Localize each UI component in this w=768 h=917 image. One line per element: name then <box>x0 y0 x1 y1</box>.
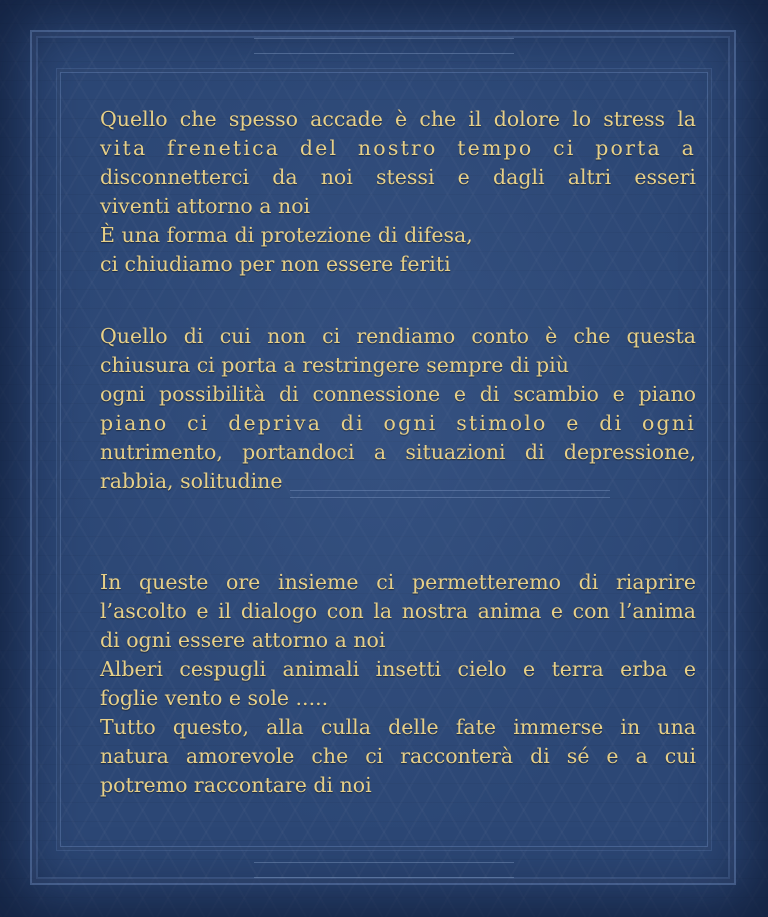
text-line: Tutto questo, alla culla delle fate immerse in una <box>100 715 696 739</box>
text-line: vita frenetica del nostro tempo ci porta a <box>100 136 696 160</box>
text-line: viventi attorno a noi <box>100 194 311 218</box>
text-line: rabbia, solitudine <box>100 469 283 493</box>
text-line: foglie vento e sole ..... <box>100 686 329 710</box>
text-line: di ogni essere attorno a noi <box>100 628 386 652</box>
text-line: ci chiudiamo per non essere feriti <box>100 252 451 276</box>
text-line: l’ascolto e il dialogo con la nostra anima e con l’anima <box>100 599 696 623</box>
text-line: In queste ore insieme ci permetteremo di riaprire <box>100 570 696 594</box>
top-ornament <box>254 38 514 54</box>
text-line: chiusura ci porta a restringere sempre di più <box>100 353 569 377</box>
text-line: potremo raccontare di noi <box>100 773 372 797</box>
text-line: Alberi cespugli animali insetti cielo e terra erba e <box>100 657 696 681</box>
paragraph-1 <box>100 105 696 279</box>
text-line: È una forma di protezione di difesa, <box>100 223 473 247</box>
text-line: ogni possibilità di connessione e di scambio e piano <box>100 382 696 406</box>
bottom-ornament <box>254 862 514 878</box>
text-line: Quello di cui non ci rendiamo conto è che questa <box>100 324 696 348</box>
text-line: Quello che spesso accade è che il dolore lo stress la <box>100 107 696 131</box>
text-line: disconnetterci da noi stessi e dagli altri esseri <box>100 165 696 189</box>
paragraph-3 <box>100 568 696 800</box>
text-line: natura amorevole che ci racconterà di sé e a cui <box>100 744 696 768</box>
text-line: nutrimento, portandoci a situazioni di depressione, <box>100 440 696 464</box>
paragraph-2 <box>100 322 696 496</box>
text-line: piano ci depriva di ogni stimolo e di ogni <box>100 411 696 435</box>
